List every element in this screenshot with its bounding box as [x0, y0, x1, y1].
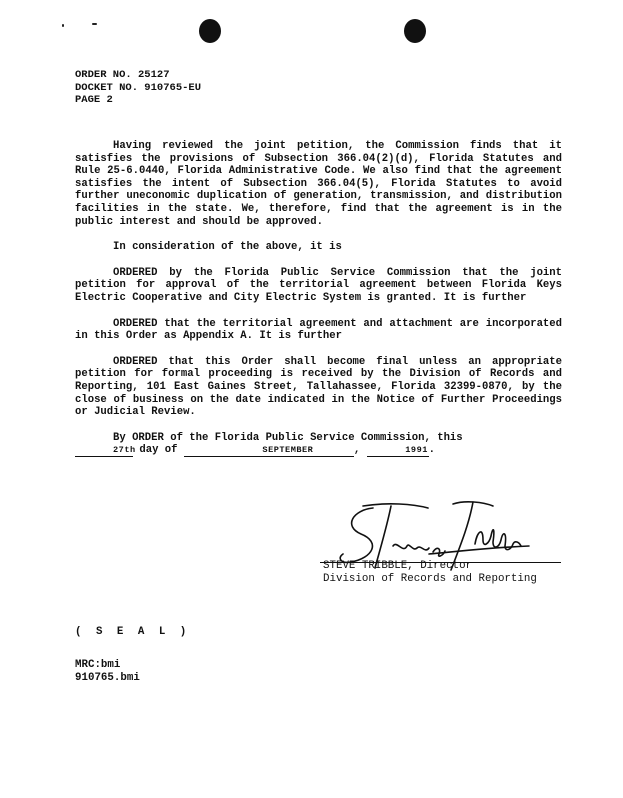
punch-hole-left [199, 19, 221, 43]
closing-paragraph [75, 432, 562, 458]
ordered-paragraph-3 [75, 356, 562, 419]
signatory-title: Division of Records and Reporting [323, 573, 537, 585]
ordered-text-3: that this Order shall become final unless an appropriate petition for formal proceeding is received by the Division of Records and Reporting, 101 East Gaines Street, Tallahassee, Florida 32399-0870, by the close of business on the date indicated in the Notice of Further Proceedings or Judicial Review. [75, 355, 562, 419]
findings-paragraph [75, 140, 562, 228]
month-blank: SEPTEMBER [184, 445, 354, 457]
consideration-text: In consideration of the above, it is [113, 241, 342, 254]
document-header [75, 69, 201, 107]
closing-by-order: By ORDER of the Florida Public Service Commission, this [113, 431, 463, 444]
document-footer [75, 659, 140, 685]
year-blank: 1991 [367, 445, 429, 457]
docket-number: DOCKET NO. 910765-EU [75, 81, 202, 94]
ordered-lead-1: ORDERED [113, 266, 158, 279]
signatory-name: STEVE TRIBBLE, Director [323, 560, 473, 572]
findings-text: Having reviewed the joint petition, the Commission finds that it satisfies the provisions of Subsection 366.04(2)(d), Florida Statutes and Rule 25-6.0440, Florida Administrative Code. We also find that the agreement satisfies the intent of Subsection 366.04(5), Florida Statutes to avoid further uneconomic duplication of generation, transmission, and distribution facilities in the state. We, therefore, find that the agreement is in the public interest and should be approved. [75, 140, 562, 228]
consideration-paragraph [75, 241, 562, 254]
ordered-text-1: by the Florida Public Service Commission that the joint petition for approval of the territorial agreement between Florida Keys Electric Cooperative and City Electric System is granted. It is further [75, 266, 562, 304]
order-number: ORDER NO. 25127 [75, 69, 170, 81]
scan-speck [92, 23, 97, 25]
ordered-lead-2: ORDERED [113, 317, 158, 330]
signature-block [323, 560, 537, 586]
document-body [75, 140, 562, 457]
date-period: . [428, 444, 435, 457]
typist-initials: MRC:bmi [75, 659, 121, 671]
page-number: PAGE 2 [75, 94, 113, 106]
ordered-text-2: that the territorial agreement and attachment are incorporated in this Order as Appendix A. It is further [75, 317, 562, 343]
scan-speck [62, 24, 64, 27]
date-comma: , [353, 444, 361, 457]
punch-hole-right [404, 19, 426, 43]
ordered-paragraph-2 [75, 318, 562, 343]
file-reference: 910765.bmi [75, 672, 140, 684]
ordered-lead-3: ORDERED [113, 355, 158, 368]
day-blank: 27th [75, 445, 133, 457]
seal-notation: ( S E A L ) [75, 626, 191, 638]
ordered-paragraph-1 [75, 267, 562, 305]
day-of-label: day of [139, 444, 178, 457]
